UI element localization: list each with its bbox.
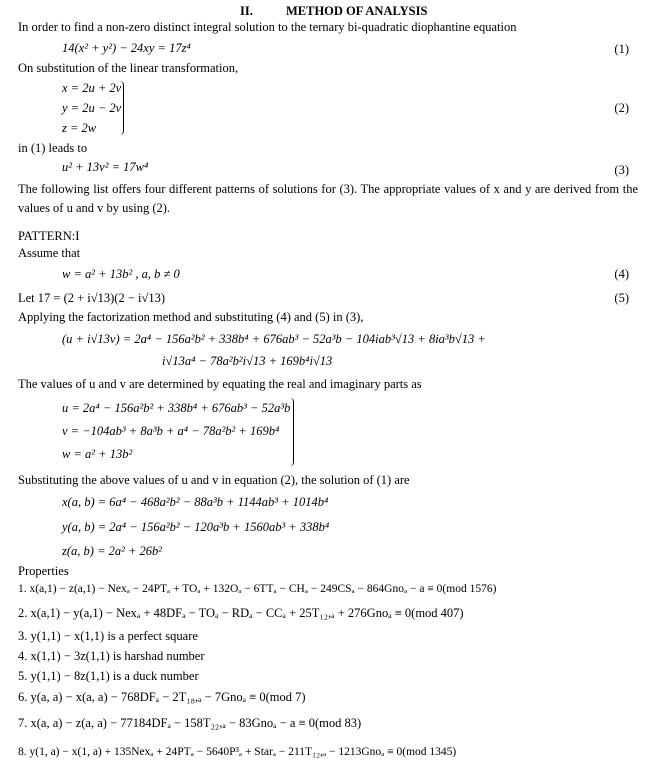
transform-y: y = 2u − 2v <box>62 101 122 115</box>
expansion-line-1: (u + i√13v) = 2a⁴ − 156a²b² + 338b⁴ + 676ab³ − 52a³b − 104iab³√13 + 8ia³b√13 + <box>62 332 486 346</box>
expansion-line-2: i√13a⁴ − 78a²b²i√13 + 169b⁴i√13 <box>162 354 333 368</box>
equation-1-number: (1) <box>614 42 629 56</box>
section-title: METHOD OF ANALYSIS <box>285 4 428 18</box>
property-3: 3. y(1,1) − x(1,1) is a perfect square <box>18 629 198 643</box>
applying-text: Applying the factorization method and substituting (4) and (5) in (3), <box>18 310 364 324</box>
patterns-paragraph: The following list offers four different patterns of solutions for (3). The appropriate values of x and y are derived from the values of u and v by using (2). <box>18 182 638 215</box>
equation-4: w = a² + 13b² , a, b ≠ 0 <box>62 267 180 281</box>
property-1: 1. x(a,1) − z(a,1) − Nexₐ − 24PTₐ + TOₐ + 132Oₐ − 6TTₐ − CHₐ − 249CSₐ − 864Gnoₐ − a ≡ 0(mod 1576) <box>18 583 497 595</box>
equation-5-number: (5) <box>614 291 629 305</box>
property-7: 7. x(a, a) − z(a, a) − 77184DFₐ − 158T₂₂,ₐ − 83Gnoₐ − a ≡ 0(mod 83) <box>18 716 362 730</box>
u-value: u = 2a⁴ − 156a²b² + 338b⁴ + 676ab³ − 52a³b <box>62 401 291 415</box>
uvw-brace <box>288 398 294 466</box>
equation-4-number: (4) <box>614 267 629 281</box>
transform-z: z = 2w <box>62 121 97 135</box>
property-8: 8. y(1, a) − x(1, a) + 135Nexₐ + 24PTₐ − 5640P³ₐ + Starₐ − 211T₁₂,ₐ − 1213Gnoₐ ≡ 0(mod 1345) <box>18 746 457 758</box>
property-5: 5. y(1,1) − 8z(1,1) is a duck number <box>18 669 199 683</box>
section-heading <box>240 5 427 18</box>
solution-y: y(a, b) = 2a⁴ − 156a²b² − 120a³b + 1560ab³ + 338b⁴ <box>62 520 330 534</box>
substitution-text: On substitution of the linear transformation, <box>18 61 239 75</box>
substituting-text: Substituting the above values of u and v in equation (2), the solution of (1) are <box>18 473 410 487</box>
intro-text: In order to find a non-zero distinct integral solution to the ternary bi-quadratic diophantine equation <box>18 20 517 34</box>
equation-3-number: (3) <box>614 163 629 177</box>
transform-brace <box>118 81 124 135</box>
pattern-heading: PATTERN:I <box>18 229 80 243</box>
property-2: 2. x(a,1) − y(a,1) − Nexₐ + 48DFₐ − TOₐ − RDₐ − CCₐ + 25T₁₂,ₐ + 276Gnoₐ ≡ 0(mod 407) <box>18 606 464 620</box>
assume-text: Assume that <box>18 246 81 260</box>
equation-3: u² + 13v² = 17w⁴ <box>62 160 149 174</box>
property-6: 6. y(a, a) − x(a, a) − 768DFₐ − 2T₁₈,ₐ − 7Gnoₐ ≡ 0(mod 7) <box>18 690 306 704</box>
transform-x: x = 2u + 2v <box>62 81 122 95</box>
let-text: Let 17 = (2 + i√13)(2 − i√13) <box>18 291 165 305</box>
v-value: v = −104ab³ + 8a³b + a⁴ − 78a²b² + 169b⁴ <box>62 424 280 438</box>
values-text: The values of u and v are determined by equating the real and imaginary parts as <box>18 377 422 391</box>
solution-z: z(a, b) = 2a² + 26b² <box>62 544 163 558</box>
section-number: II. <box>240 4 253 18</box>
equation-1: 14(x² + y²) − 24xy = 17z⁴ <box>62 41 191 55</box>
properties-heading: Properties <box>18 564 69 578</box>
solution-x: x(a, b) = 6a⁴ − 468a²b² − 88a³b + 1144ab³ + 1014b⁴ <box>62 495 329 509</box>
property-4: 4. x(1,1) − 3z(1,1) is harshad number <box>18 649 205 663</box>
leads-to-text: in (1) leads to <box>18 141 88 155</box>
w-value: w = a² + 13b² <box>62 447 133 461</box>
equation-2-number: (2) <box>614 101 629 115</box>
